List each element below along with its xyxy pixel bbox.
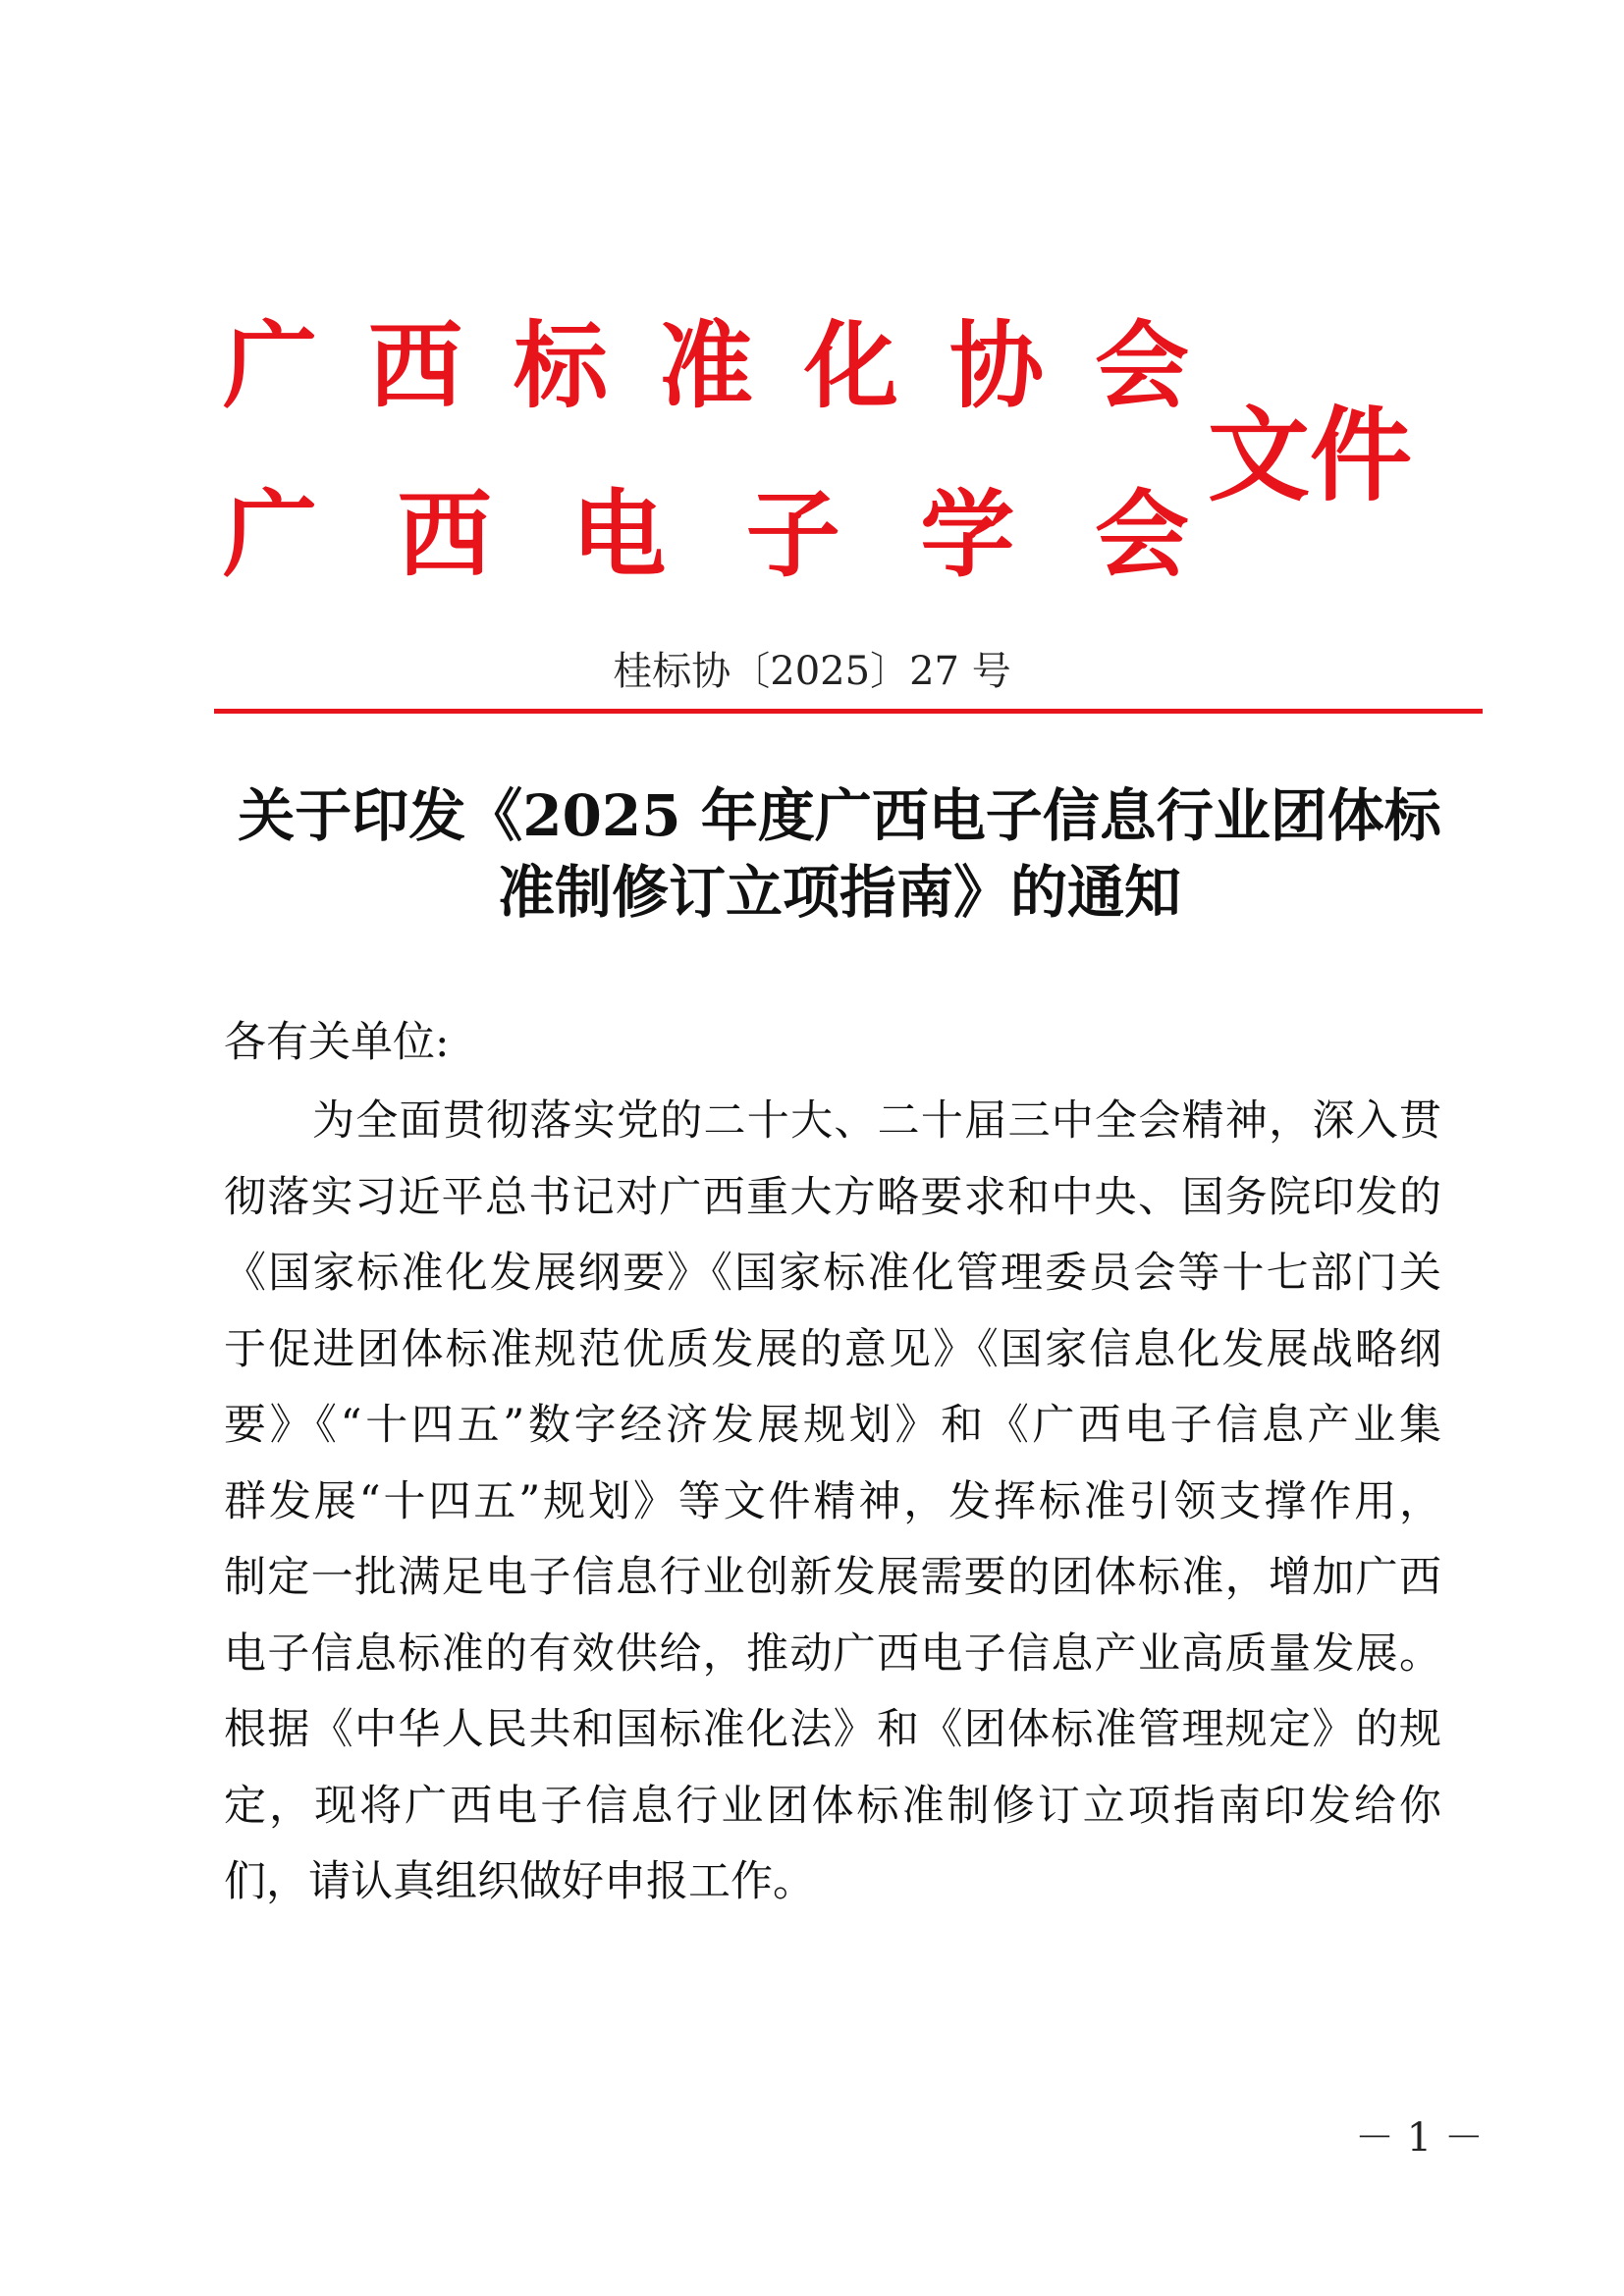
body-line: 《国家标准化发展纲要》《国家标准化管理委员会等十七部门关 [224, 1249, 1441, 1298]
letterhead-line-guangxi-electronics-society [223, 481, 1189, 589]
letterhead-char: 会 [1094, 479, 1189, 590]
letterhead-char: 学 [920, 479, 1015, 590]
body-line: 要》《“十四五”数字经济发展规划》和《广西电子信息产业集 [224, 1401, 1441, 1450]
notice-title-line-1: 关于印发《2025 年度广西电子信息行业团体标 [238, 782, 1441, 849]
letterhead-suffix: 文件 [1208, 395, 1413, 515]
body-line: 于促进团体标准规范优质发展的意见》《国家信息化发展战略纲 [224, 1324, 1441, 1374]
body-line: 彻落实习近平总书记对广西重大方略要求和中央、国务院印发的 [224, 1172, 1441, 1222]
body-line: 根据《中华人民共和国标准化法》和《团体标准管理规定》的规 [224, 1705, 1441, 1754]
body-line: 制定一批满足电子信息行业创新发展需要的团体标准，增加广西 [224, 1553, 1441, 1602]
body-line: 定，现将广西电子信息行业团体标准制修订立项指南印发给你 [224, 1781, 1441, 1831]
body-line: 群发展“十四五”规划》等文件精神，发挥标准引领支撑作用， [224, 1476, 1441, 1526]
letterhead-char: 西 [368, 310, 462, 421]
letterhead-char: 标 [514, 310, 608, 421]
letterhead-char: 电 [571, 479, 667, 590]
red-divider [214, 709, 1483, 714]
letterhead-char: 广 [223, 479, 317, 590]
page-number: － 1 － [1355, 2115, 1484, 2161]
letterhead-line-guangxi-standardization-association [223, 312, 1189, 420]
body-line: 们，请认真组织做好申报工作。 [224, 1857, 815, 1906]
letterhead-char: 协 [949, 310, 1044, 421]
body-paragraph [224, 1092, 1441, 1929]
letterhead-char: 广 [223, 310, 317, 421]
notice-title [216, 777, 1463, 931]
body-line: 为全面贯彻落实党的二十大、二十届三中全会精神，深入贯 [312, 1096, 1441, 1146]
document-number: 桂标协〔2025〕27 号 [613, 649, 1011, 694]
letterhead-char: 会 [1095, 310, 1189, 421]
body-line: 电子信息标准的有效供给，推动广西电子信息产业高质量发展。 [224, 1629, 1441, 1679]
letterhead-char: 化 [804, 310, 898, 421]
salutation: 各有关单位: [224, 1018, 450, 1067]
letterhead-char: 西 [397, 479, 492, 590]
letterhead-char: 子 [745, 479, 840, 590]
notice-title-line-2: 准制修订立项指南》的通知 [497, 859, 1181, 926]
letterhead-char: 准 [659, 310, 753, 421]
